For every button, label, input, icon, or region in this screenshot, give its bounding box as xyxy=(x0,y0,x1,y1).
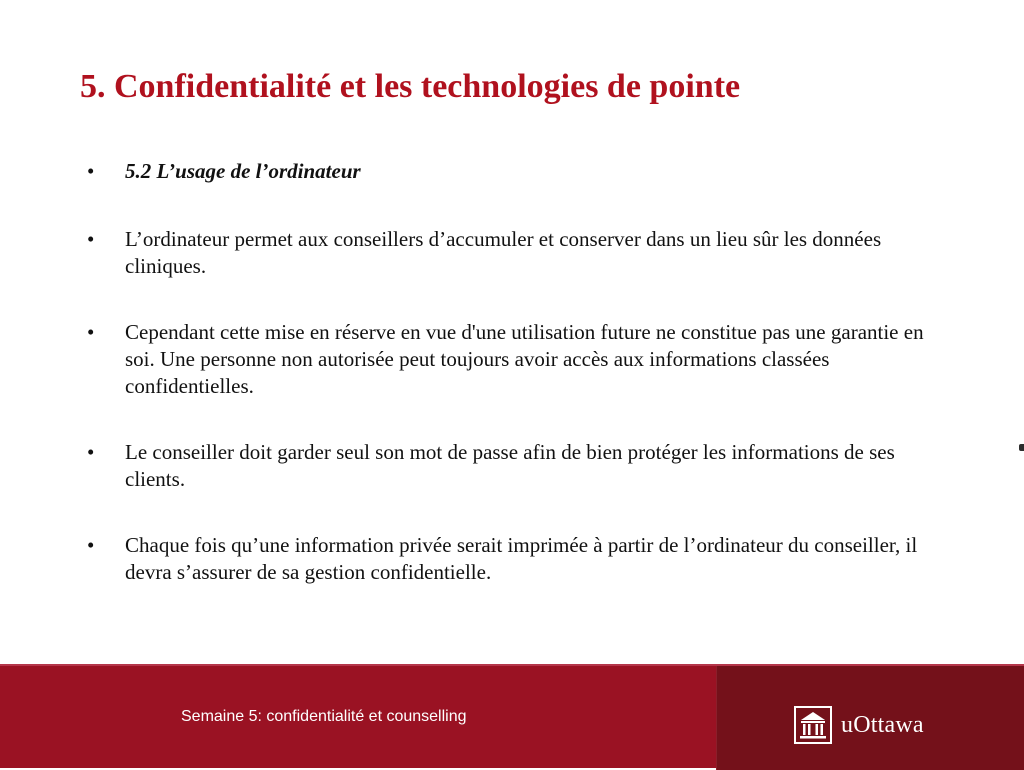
bullet-text: L’ordinateur permet aux conseillers d’accumuler et conserver dans un lieu sûr les données cliniques. xyxy=(125,227,882,278)
footer-band xyxy=(0,664,1024,768)
bullet-item xyxy=(87,226,947,280)
bullet-item xyxy=(87,439,947,493)
footer-text: Semaine 5: confidentialité et counselling xyxy=(181,708,467,725)
section-heading: 5.2 L’usage de l’ordinateur xyxy=(125,159,361,183)
uottawa-logo xyxy=(793,704,924,746)
bullet-item xyxy=(87,319,947,400)
bullet-marker: • xyxy=(87,440,95,464)
bullet-list xyxy=(87,158,947,586)
bullet-text: Chaque fois qu’une information privée serait imprimée à partir de l’ordinateur du conseiller, il devra s’assurer de sa gestion confidentielle. xyxy=(125,533,918,584)
bullet-text: Le conseiller doit garder seul son mot de passe afin de bien protéger les informations de ses clients. xyxy=(125,440,895,491)
bullet-item-heading xyxy=(87,158,947,185)
footer-logo-panel xyxy=(716,666,1024,770)
bullet-marker: • xyxy=(87,320,95,344)
bullet-marker: • xyxy=(87,159,95,183)
university-building-icon xyxy=(793,705,833,745)
edge-marker xyxy=(1019,444,1024,451)
bullet-marker: • xyxy=(87,533,95,557)
slide-title: 5. Confidentialité et les technologies de pointe xyxy=(80,68,741,105)
logo-text: uOttawa xyxy=(841,711,924,738)
bullet-marker: • xyxy=(87,227,95,251)
bullet-text: Cependant cette mise en réserve en vue d'une utilisation future ne constitue pas une garantie en soi. Une personne non autorisée peut toujours avoir accès aux informations classées confidentielles. xyxy=(125,320,924,398)
bullet-item xyxy=(87,532,947,586)
